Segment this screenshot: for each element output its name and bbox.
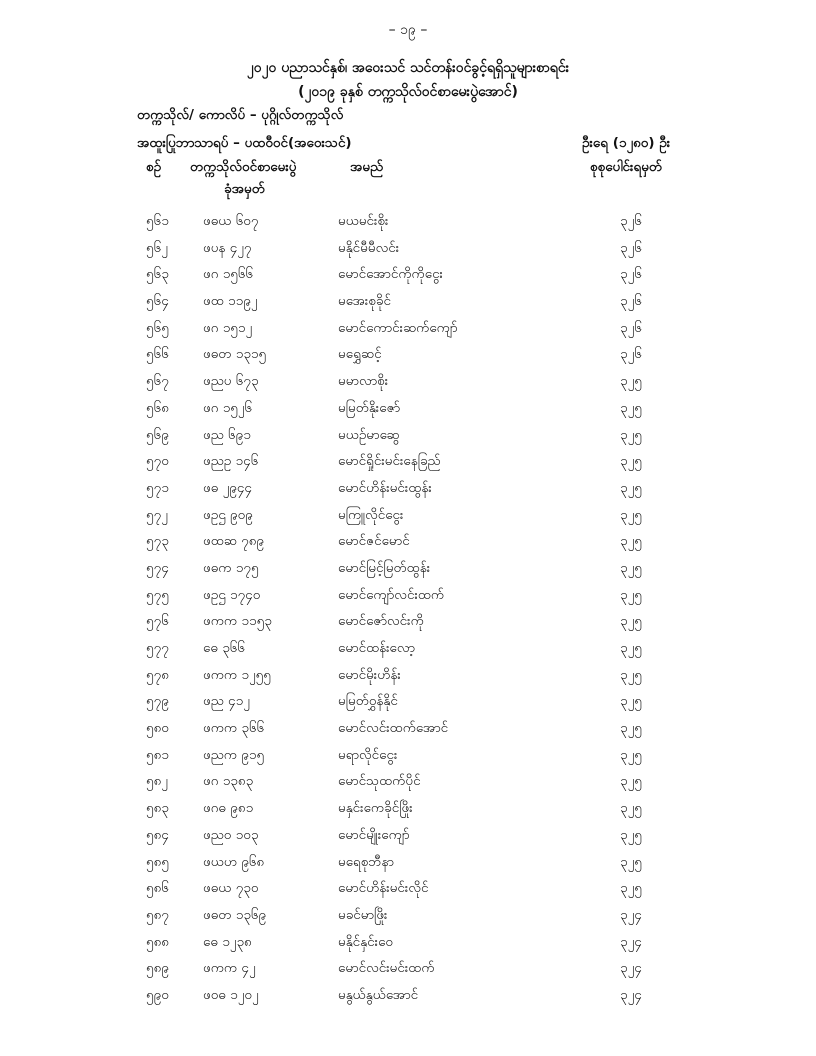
roll-number: ဖဓ ၂၉၄၄	[203, 479, 253, 496]
student-name: မနိုင်မီမီလင်း	[338, 239, 400, 256]
table-row	[0, 608, 816, 635]
row-number: ၅၆၆	[146, 346, 169, 363]
total-marks: ၃၂၅	[620, 880, 642, 897]
roll-number: ဖဂ ၁၅၆၆	[203, 266, 254, 283]
table-row	[0, 635, 816, 662]
table-row	[0, 742, 816, 769]
table-row	[0, 955, 816, 982]
roll-number: ဖဂ ၁၅၂၆	[203, 399, 253, 416]
university-line: တက္ကသိုလ်/ ကောလိပ် – ပုဂ္ဂိုလ်တက္ကသိုလ်	[137, 107, 344, 123]
student-name: မရာလိုင်ငွေး	[338, 746, 398, 763]
student-name: မောင်ကောင်းဆက်ကျော်	[338, 319, 458, 336]
table-row	[0, 368, 816, 395]
roll-number: ဖဝဓ ၁၂၀၂	[203, 986, 259, 1003]
total-marks: ၃၂၅	[620, 746, 642, 763]
total-marks: ၃၂၅	[620, 453, 642, 470]
total-marks: ၃၂၆	[620, 239, 642, 256]
student-name: မောင်ဟိန်းမင်းထွန်း	[338, 479, 432, 496]
total-marks: ၃၂၅	[620, 479, 642, 496]
roll-number: ဓေ ၃၆၆	[203, 640, 245, 656]
row-number: ၅၈၆	[146, 880, 169, 897]
table-row	[0, 555, 816, 582]
student-name: မယဉ်မာဆွေ	[338, 426, 400, 443]
student-name: မနှင်းကေခိုင်ဖြိုး	[338, 800, 413, 817]
table-row	[0, 688, 816, 715]
student-name: မောင်မိုးဟိန်း	[338, 666, 401, 683]
student-name: မမြတ်ဝွှန်နိုင်	[338, 693, 398, 710]
row-number: ၅၈၀	[146, 720, 169, 737]
student-name: မောင်ထန်းလော့	[338, 640, 416, 656]
row-number: ၅၆၄	[146, 293, 169, 310]
total-marks: ၃၂၄	[620, 933, 642, 950]
total-marks: ၃၂၅	[620, 666, 642, 683]
row-number: ၅၆၁	[146, 213, 169, 229]
row-number: ၅၈၉	[146, 960, 169, 977]
roll-number: ဖကက ၄၂	[203, 960, 256, 977]
total-marks: ၃၂၅	[620, 720, 642, 737]
row-number: ၅၇၂	[146, 506, 168, 523]
roll-number: ဓေ ၁၂၃၈	[203, 933, 252, 950]
total-marks: ၃၂၅	[620, 399, 642, 416]
roll-number: ဖပန ၄၂၇	[203, 239, 252, 256]
roll-number: ဖဓယ ၆၀၇	[203, 213, 259, 229]
page-number: – ၁၉ –	[388, 22, 428, 38]
table-row	[0, 235, 816, 262]
row-number: ၅၆၅	[146, 319, 169, 336]
column-header-marks: စုစုပေါင်းရမှတ်	[590, 159, 663, 175]
table-row	[0, 475, 816, 502]
document-subtitle: (၂၀၁၉ ခုနှစ် တက္ကသိုလ်ဝင်စာမေးပွဲအောင်)	[298, 84, 518, 100]
roll-number: ဖထ ၁၁၉၂	[203, 293, 258, 310]
student-name: မောင်ဇင်မောင်	[338, 533, 410, 550]
total-marks: ၃၂၅	[620, 693, 642, 710]
roll-number: ဖဂ ၁၃၈၃	[203, 773, 254, 790]
row-number: ၅၈၇	[146, 906, 169, 923]
table-row	[0, 795, 816, 822]
row-number: ၅၈၁	[146, 746, 169, 763]
total-marks: ၃၂၆	[620, 293, 642, 310]
row-number: ၅၈၃	[146, 800, 169, 817]
row-number: ၅၈၈	[146, 933, 170, 950]
table-row	[0, 422, 816, 449]
roll-number: ဖညက ၉၁၅	[203, 746, 265, 763]
row-number: ၅၇၈	[146, 666, 169, 683]
row-number: ၅၇၆	[146, 613, 169, 630]
student-name: မောင်မျိုးကျော်	[338, 826, 410, 843]
student-name: မအေးစုခိုင်	[338, 293, 392, 310]
column-header-name: အမည်	[350, 159, 384, 175]
roll-number: ဖဓတ ၁၃၆၉	[203, 906, 267, 923]
total-marks: ၃၂၅	[620, 559, 642, 576]
total-marks: ၃၂၅	[620, 506, 642, 523]
student-name: မခင်မာဖြိုး	[338, 906, 388, 923]
row-number: ၅၇၇	[146, 640, 169, 656]
column-header-no: စဉ်	[146, 159, 162, 175]
roll-number: ဖကက ၁၂၅၅	[203, 666, 271, 683]
row-number: ၅၉၀	[146, 986, 169, 1003]
roll-number: ဖဂ ၁၅၁၂	[203, 319, 253, 336]
table-row	[0, 208, 816, 235]
student-name: မယမင်းစိုး	[338, 213, 389, 229]
student-list	[0, 208, 816, 1009]
roll-number: ဖကက ၃၆၆	[203, 720, 265, 737]
roll-number: ဖညပ ၆၇၃	[203, 373, 259, 390]
total-marks: ၃၂၆	[620, 213, 642, 229]
student-name: မရွှေဆင့်	[338, 346, 382, 363]
student-name: မမာလာစိုး	[338, 373, 389, 390]
total-marks: ၃၂၆	[620, 346, 642, 363]
table-row	[0, 822, 816, 849]
row-number: ၅၆၂	[146, 239, 168, 256]
total-marks: ၃၂၅	[620, 800, 642, 817]
student-name: မနိုင်နှင်းဝေ	[338, 933, 393, 950]
document-title: ၂၀၂၀ ပညာသင်နှစ်၊ အဝေးသင် သင်တန်းဝင်ခွင့်ရရှိသူများစာရင်း	[246, 60, 570, 76]
row-number: ၅၇၉	[146, 693, 169, 710]
table-row	[0, 715, 816, 742]
table-row	[0, 582, 816, 609]
total-marks: ၃၂၅	[620, 826, 642, 843]
roll-number: ဖဥဌ ၁၇၄၀	[203, 586, 261, 603]
student-name: မောင်လင်းမင်းထက်	[338, 960, 435, 977]
roll-number: ဖဓယ ၇၃၀	[203, 880, 259, 897]
table-row	[0, 341, 816, 368]
roll-number: ဖယဟ ၉၆၈	[203, 853, 265, 870]
student-name: မောင်ဟိန်းမင်းလိုင်	[338, 880, 429, 897]
student-name: မောင်ဇော်လင်းကို	[338, 613, 424, 630]
student-name: မောင်အောင်ကိုကိုငွေး	[338, 266, 443, 283]
total-marks: ၃၂၄	[620, 960, 642, 977]
row-number: ၅၈၅	[146, 853, 169, 870]
table-row	[0, 395, 816, 422]
total-marks: ၃၂၅	[620, 586, 642, 603]
total-marks: ၃၂၅	[620, 426, 642, 443]
row-number: ၅၇၁	[146, 479, 169, 496]
table-row	[0, 288, 816, 315]
total-marks: ၃၂၄	[620, 906, 642, 923]
total-marks: ၃၂၅	[620, 533, 642, 550]
table-row	[0, 261, 816, 288]
table-row	[0, 849, 816, 876]
row-number: ၅၇၀	[146, 453, 169, 470]
table-row	[0, 528, 816, 555]
table-row	[0, 315, 816, 342]
student-name: မရေစုဘီနာ	[338, 853, 394, 870]
table-row	[0, 768, 816, 795]
roll-number: ဖည ၄၁၂	[203, 693, 250, 710]
table-row	[0, 982, 816, 1009]
table-row	[0, 502, 816, 529]
table-row	[0, 902, 816, 929]
row-number: ၅၈၄	[146, 826, 169, 843]
table-row	[0, 448, 816, 475]
student-name: မောင်ကျော်လင်းထက်	[338, 586, 445, 603]
column-header-roll-line2: ခုံအမှတ်	[224, 181, 265, 197]
total-marks: ၃၂၅	[620, 373, 642, 390]
total-marks: ၃၂၅	[620, 640, 642, 656]
roll-number: ဖဓက ၁၇၅	[203, 559, 259, 576]
roll-number: ဖဥဌ ၉၀၉	[203, 506, 253, 523]
table-row	[0, 929, 816, 956]
roll-number: ဖည ၆၉၁	[203, 426, 251, 443]
total-marks: ၃၂၆	[620, 319, 642, 336]
roll-number: ဖဂဓ ၉၈၁	[203, 800, 254, 817]
row-number: ၅၇၄	[146, 559, 169, 576]
subject-line: အထူးပြုဘာသာရပ် – ပထဝီဝင်(အဝေးသင်)	[137, 135, 352, 151]
column-header-roll: တက္ကသိုလ်ဝင်စာမေးပွဲ	[190, 159, 297, 175]
roll-number: ဖညဝ ၁၀၃	[203, 826, 259, 843]
row-number: ၅၈၂	[146, 773, 168, 790]
roll-number: ဖညဥ ၁၄၆	[203, 453, 259, 470]
total-marks: ၃၂၅	[620, 853, 642, 870]
total-marks: ၃၂၅	[620, 613, 642, 630]
total-count: ဦးရေ (၁၂၈၀) ဦး	[582, 135, 671, 151]
table-row	[0, 662, 816, 689]
student-name: မောင်ရှိုင်းမင်းနေခြည်	[338, 453, 441, 470]
row-number: ၅၆၈	[146, 399, 169, 416]
row-number: ၅၆၇	[146, 373, 169, 390]
student-name: မနွယ်နွယ်အောင်	[338, 986, 419, 1003]
student-name: မောင်သုထက်ပိုင်	[338, 773, 421, 790]
student-name: မောင်မြင့်မြတ်ထွန်း	[338, 559, 431, 576]
student-name: မမြတ်နိုးဇော်	[338, 399, 401, 416]
student-name: မကြူလိုင်ငွေး	[338, 506, 404, 523]
roll-number: ဖထဆ ၇၈၉	[203, 533, 265, 550]
roll-number: ဖဓတ ၁၃၁၅	[203, 346, 267, 363]
total-marks: ၃၂၆	[620, 266, 642, 283]
row-number: ၅၇၅	[146, 586, 169, 603]
table-row	[0, 875, 816, 902]
row-number: ၅၆၃	[146, 266, 169, 283]
total-marks: ၃၂၄	[620, 986, 642, 1003]
row-number: ၅၇၃	[146, 533, 169, 550]
total-marks: ၃၂၅	[620, 773, 642, 790]
student-name: မောင်လင်းထက်အောင်	[338, 720, 449, 737]
row-number: ၅၆၉	[146, 426, 169, 443]
roll-number: ဖကက ၁၁၅၃	[203, 613, 272, 630]
